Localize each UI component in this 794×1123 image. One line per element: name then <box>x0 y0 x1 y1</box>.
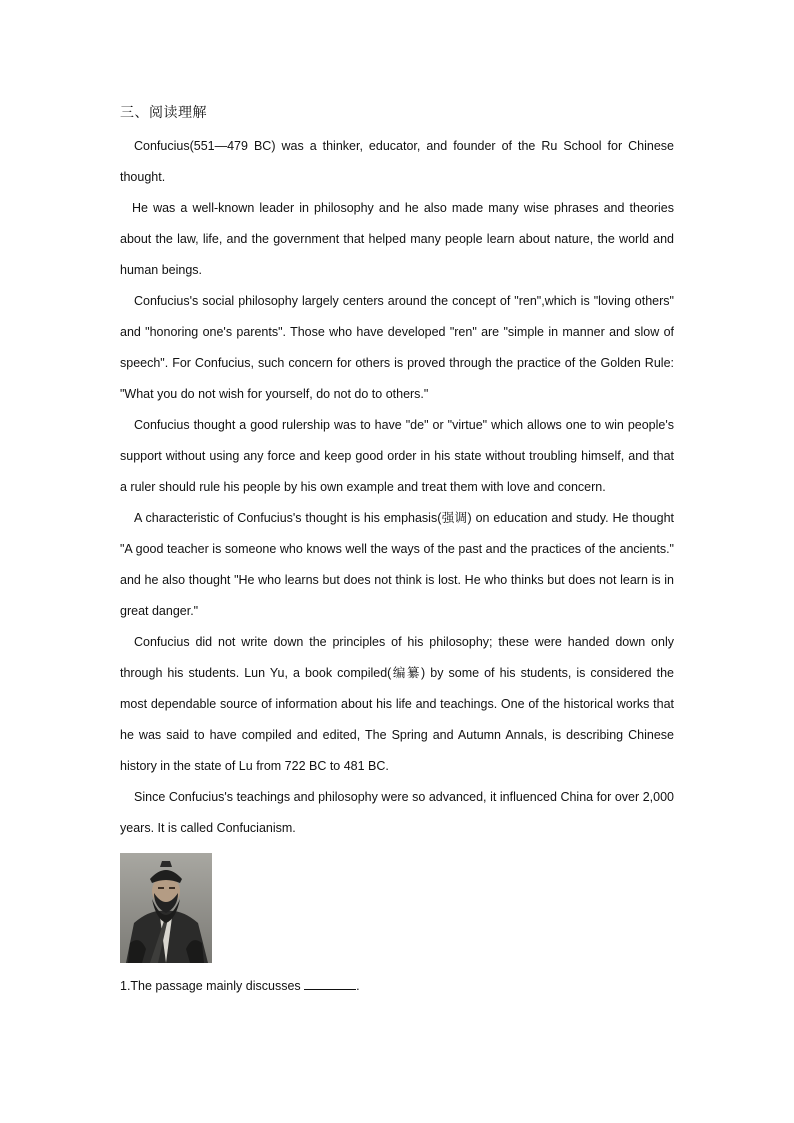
confucius-portrait-icon <box>120 853 212 963</box>
question-1 <box>120 971 674 1002</box>
document-page <box>120 100 674 1002</box>
paragraph-7: Since Confucius's teachings and philosophy were so advanced, it influenced China for over 2,000 years. It is called Confucianism. <box>120 790 674 835</box>
paragraph-4: Confucius thought a good rulership was to have "de" or "virtue" which allows one to win people's support without using any force and keep good order in his state without troubling himself, and that a ruler should rule his people by his own example and treat them with love and concern. <box>120 418 674 494</box>
paragraph-6: Confucius did not write down the principles of his philosophy; these were handed down only through his students. Lun Yu, a book compiled(编纂) by some of his students, is considered the most dependable source of information about his life and teachings. One of the historical works that he was said to have compiled and edited, The Spring and Autumn Annals, is describing Chinese history in the state of Lu from 722 BC to 481 BC. <box>120 635 674 773</box>
paragraph-2: He was a well-known leader in philosophy and he also made many wise phrases and theories about the law, life, and the government that helped many people learn about nature, the world and human beings. <box>120 201 674 277</box>
answer-blank[interactable] <box>304 977 356 990</box>
question-1-text: 1.The passage mainly discusses <box>120 979 305 993</box>
section-heading: 三、阅读理解 <box>120 104 207 120</box>
paragraph-5: A characteristic of Confucius's thought is his emphasis(强调) on education and study. He thought "A good teacher is someone who knows well the ways of the past and the practices of the ancients." and he also thought "He who learns but does not think is lost. He who thinks but does not learn is in great danger." <box>120 511 674 618</box>
paragraph-3: Confucius's social philosophy largely centers around the concept of "ren",which is "loving others" and "honoring one's parents". Those who have developed "ren" are "simple in manner and slow of speech". For Confucius, such concern for others is proved through the practice of the Golden Rule: "What you do not wish for yourself, do not do to others." <box>120 294 674 401</box>
confucius-portrait-image <box>120 853 212 963</box>
paragraph-1: Confucius(551—479 BC) was a thinker, educator, and founder of the Ru School for Chinese thought. <box>120 139 674 184</box>
question-1-suffix: . <box>356 979 360 993</box>
